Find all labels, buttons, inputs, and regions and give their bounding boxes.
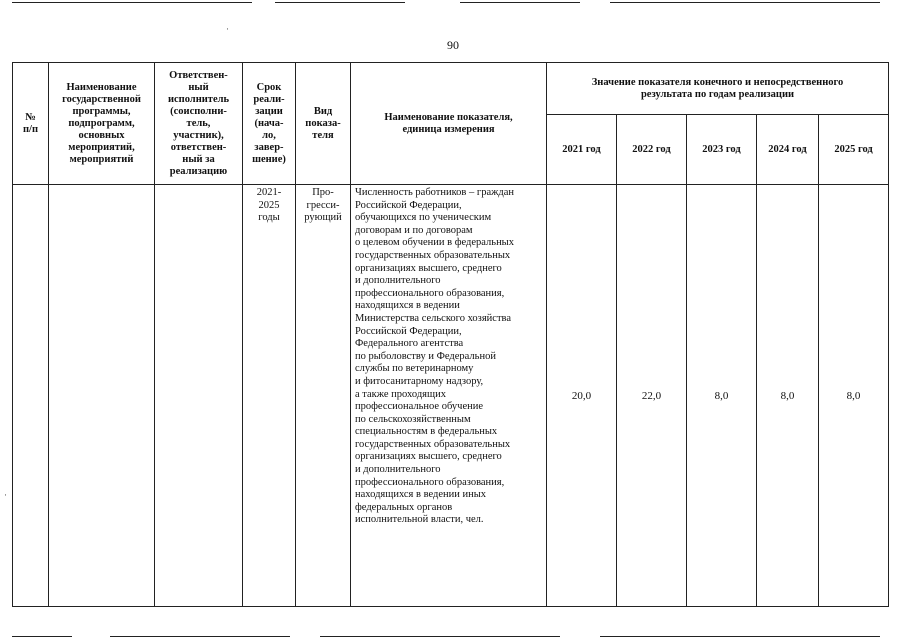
header-values-group: Значение показателя конечного и непосредственного результата по годам реализации (547, 63, 889, 115)
scan-speck: · (4, 490, 7, 500)
cell-term: 2021- 2025 годы (243, 185, 296, 607)
scan-bottom-line (600, 636, 880, 637)
cell-value-2023: 8,0 (687, 185, 757, 607)
cell-indicator-type: Про- гресси- рующий (296, 185, 351, 607)
header-year-2021: 2021 год (547, 115, 617, 185)
cell-value-2021: 20,0 (547, 185, 617, 607)
header-term: Срок реали- зации (нача- ло, завер- шение) (243, 63, 296, 185)
page-number: 90 (447, 38, 459, 52)
header-indicator-name: Наименование показателя, единица измерения (351, 63, 547, 185)
cell-value-2025: 8,0 (819, 185, 889, 607)
scan-speck: · (226, 24, 229, 34)
cell-indicator-name: Численность работников – граждан Российской Федерации, обучающихся по ученическим договорам и по договорам о целевом обучении в федеральных государственных образовательных организациях высшего, среднего и дополнительного профессионального образования, находящихся в ведении Министерства сельского хозяйства Российской Федерации, Федерального агентства по рыболовству и Федеральной службы по ветеринарному и фитосанитарному надзору, а также проходящих профессиональное обучение по сельскохозяйственным специальностям в федеральных государственных образовательных организациях высшего, среднего и дополнительного профессионального образования, находящихся в ведении иных федеральных органов исполнительной власти, чел. (351, 185, 547, 607)
header-year-2023: 2023 год (687, 115, 757, 185)
scan-top-line (460, 2, 580, 3)
header-num: № п/п (13, 63, 49, 185)
scan-top-line (610, 2, 880, 3)
scan-top-line (12, 2, 252, 3)
scan-top-line (275, 2, 405, 3)
scan-bottom-line (12, 636, 72, 637)
scan-bottom-line (110, 636, 290, 637)
cell-num (13, 185, 49, 607)
header-indicator-type: Вид показа- теля (296, 63, 351, 185)
cell-value-2024: 8,0 (757, 185, 819, 607)
header-program: Наименование государственной программы, подпрограмм, основных мероприятий, мероприятий (49, 63, 155, 185)
header-responsible: Ответствен- ный исполнитель (соисполни- тель, участник), ответствен- ный за реализацию (155, 63, 243, 185)
scan-bottom-line (320, 636, 560, 637)
header-year-2022: 2022 год (617, 115, 687, 185)
header-year-2024: 2024 год (757, 115, 819, 185)
cell-responsible (155, 185, 243, 607)
cell-program (49, 185, 155, 607)
indicator-table (12, 62, 889, 607)
table-row (13, 185, 889, 607)
cell-value-2022: 22,0 (617, 185, 687, 607)
header-row (13, 63, 889, 115)
header-year-2025: 2025 год (819, 115, 889, 185)
